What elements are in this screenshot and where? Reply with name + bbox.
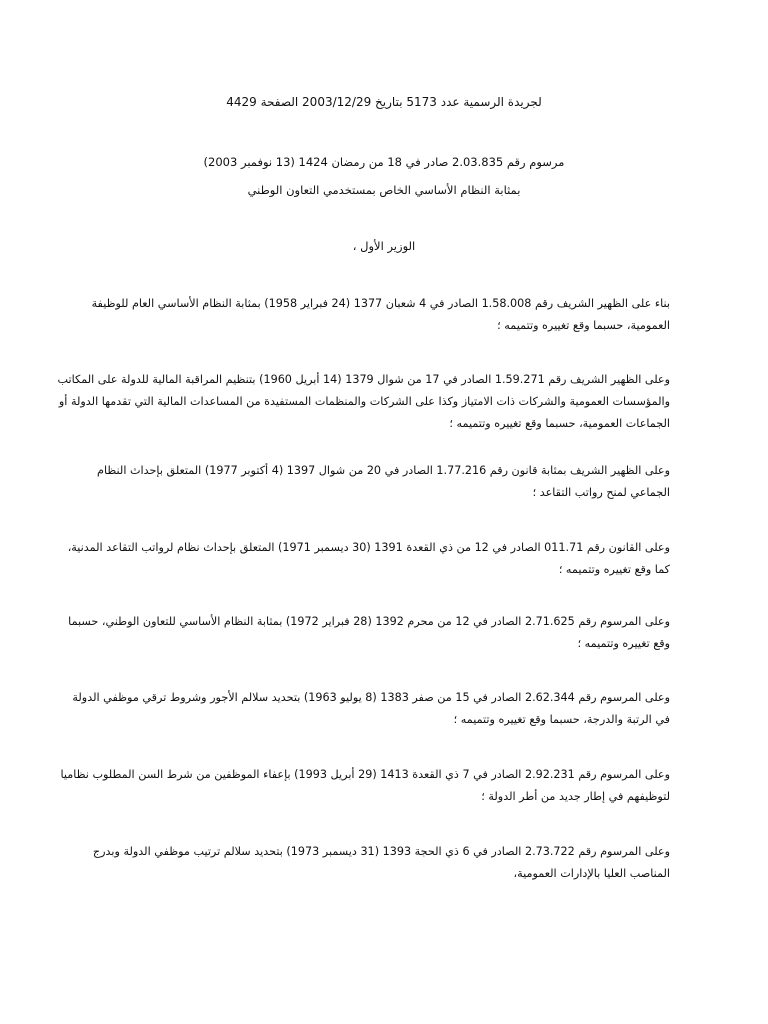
addressee-line: الوزير الأول ،	[352, 239, 416, 253]
paragraph-line: العمومية، حسبما وقع تغييره وتتميمه ؛	[497, 319, 670, 332]
paragraph-2	[57, 369, 670, 435]
paragraph-line: وعلى الظهير الشريف بمثابة قانون رقم 1.77.216 الصادر في 20 من شوال 1397 (4 أكتوبر 1977) المتعلق بإحداث النظام	[97, 464, 670, 477]
paragraph-line: وعلى المرسوم رقم 2.92.231 الصادر في 7 ذي القعدة 1413 (29 أبريل 1993) بإعفاء الموظفين من شرط السن المطلوب نظاميا	[60, 768, 670, 781]
decree-subject: بمثابة النظام الأساسي الخاص بمستخدمي التعاون الوطني	[247, 183, 521, 197]
paragraph-8	[80, 841, 670, 885]
paragraph-line: الجماعات العمومية، حسبما وقع تغييره وتتميمه ؛	[449, 417, 670, 430]
paragraph-line: بناء على الظهير الشريف رقم 1.58.008 الصادر في 4 شعبان 1377 (24 فبراير 1958) بمثابة النظام الأساسي العام للوظيفة	[91, 297, 670, 310]
paragraph-line: لتوظيفهم في إطار جديد من أطر الدولة ؛	[481, 790, 670, 803]
paragraph-3	[80, 460, 670, 504]
gazette-header: لجريدة الرسمية عدد 5173 بتاريخ 2003/12/29 الصفحة 4429	[226, 95, 542, 109]
paragraph-line: المناصب العليا بالإدارات العمومية،	[513, 867, 670, 880]
paragraph-line: كما وقع تغييره وتتميمه ؛	[558, 563, 670, 576]
paragraph-line: وعلى المرسوم رقم 2.62.344 الصادر في 15 من صفر 1383 (8 يوليو 1963) بتحديد سلالم الأجور وشروط ترقي موظفي الدولة	[72, 691, 670, 704]
paragraph-line: وعلى المرسوم رقم 2.71.625 الصادر في 12 من محرم 1392 (28 فبراير 1972) بمثابة النظام الأساسي للتعاون الوطني، حسبما	[68, 615, 670, 628]
paragraph-line: وعلى القانون رقم 011.71 الصادر في 12 من ذي القعدة 1391 (30 ديسمبر 1971) المتعلق بإحداث نظام لرواتب التقاعد المدنية،	[67, 541, 670, 554]
paragraph-line: في الرتبة والدرجة، حسبما وقع تغييره وتتميمه ؛	[453, 713, 670, 726]
paragraph-6	[72, 687, 670, 731]
paragraph-4	[67, 537, 670, 581]
paragraph-line: وعلى المرسوم رقم 2.73.722 الصادر في 6 ذي الحجة 1393 (31 ديسمبر 1973) بتحديد سلالم ترتيب موظفي الدولة وبدرج	[92, 845, 670, 858]
paragraph-1	[80, 293, 670, 337]
decree-title: مرسوم رقم 2.03.835 صادر في 18 من رمضان 1424 (13 نوفمبر 2003)	[203, 155, 565, 169]
paragraph-line: وعلى الظهير الشريف رقم 1.59.271 الصادر في 17 من شوال 1379 (14 أبريل 1960) بتنظيم المراقبة المالية للدولة على المكاتب	[57, 373, 670, 386]
paragraph-line: والمؤسسات العمومية والشركات ذات الامتياز وكذا على الشركات والمنظمات المستفيدة من المساعدات المالية التي تقدمها الدولة أو	[58, 395, 670, 408]
paragraph-7	[60, 764, 670, 808]
paragraph-line: وقع تغييره وتتميمه ؛	[577, 637, 670, 650]
paragraph-5	[68, 611, 670, 655]
paragraph-line: الجماعي لمنح رواتب التقاعد ؛	[532, 486, 670, 499]
